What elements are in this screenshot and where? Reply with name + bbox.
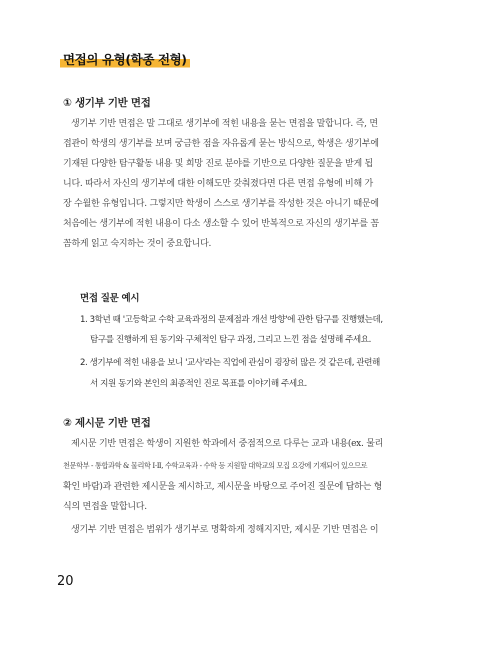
example-question-line: 1. 3학년 때 '고등학교 수학 교육과정의 문제점과 개선 방향'에 관한 탐구를 진행했는데, xyxy=(80,315,383,325)
section-heading-record-interview: ① 생기부 기반 면접 xyxy=(63,97,151,109)
page-number: 20 xyxy=(57,574,74,589)
example-question-line: 탐구를 진행하게 된 동기와 구체적인 탐구 과정, 그리고 느낀 점을 설명해 주세요. xyxy=(90,335,371,345)
body-line: 식의 면접을 말합니다. xyxy=(63,502,147,512)
section-heading-passage-interview: ② 제시문 기반 면접 xyxy=(63,417,151,429)
example-question-line: 서 지원 동기와 본인의 최종적인 진로 목표를 이야기해 주세요. xyxy=(90,379,307,389)
body-line: 기재된 다양한 탐구활동 내용 및 희망 진로 분야를 기반으로 다양한 질문을 받게 됩 xyxy=(63,159,373,169)
body-line: 접관이 학생의 생기부를 보며 궁금한 점을 자유롭게 묻는 방식으로, 학생은 생기부에 xyxy=(63,139,379,149)
body-line: 꼼하게 읽고 숙지하는 것이 중요합니다. xyxy=(63,239,212,249)
body-line: 천문학부 - 통합과학 & 물리학 Ⅰ·Ⅱ, 수학교육과 - 수학 등 지원할 대학교의 모집 요강에 기재되어 있으므로 xyxy=(63,461,368,470)
body-line: 처음에는 생기부에 적힌 내용이 다소 생소할 수 있어 반복적으로 자신의 생기부를 꼼 xyxy=(63,219,379,229)
body-line: 장 수월한 유형입니다. 그렇지만 학생이 스스로 생기부를 작성한 것은 아니기 때문에 xyxy=(63,199,379,209)
example-question-line: 2. 생기부에 적힌 내용을 보니 '교사'라는 직업에 관심이 굉장히 많은 것 같은데, 관련해 xyxy=(80,358,380,368)
body-line: 생기부 기반 면접은 말 그대로 생기부에 적힌 내용을 묻는 면접을 말합니다. 즉, 면 xyxy=(71,119,378,129)
body-line: 제시문 기반 면접은 학생이 지원한 학과에서 중점적으로 다루는 교과 내용(ex. 물리 xyxy=(71,439,384,449)
body-line: 확인 바람)과 관련한 제시문을 제시하고, 제시문을 바탕으로 주어진 질문에 답하는 형 xyxy=(63,482,383,492)
body-line: 니다. 따라서 자신의 생기부에 대한 이해도만 갖춰졌다면 다른 면접 유형에 비해 가 xyxy=(63,179,373,189)
page-title: 면접의 유형(학종 전형) xyxy=(60,51,190,69)
examples-heading: 면접 질문 예시 xyxy=(80,293,140,304)
body-line: 생기부 기반 면접은 범위가 생기부로 명확하게 정해지지만, 제시문 기반 면접은 이 xyxy=(71,525,379,535)
